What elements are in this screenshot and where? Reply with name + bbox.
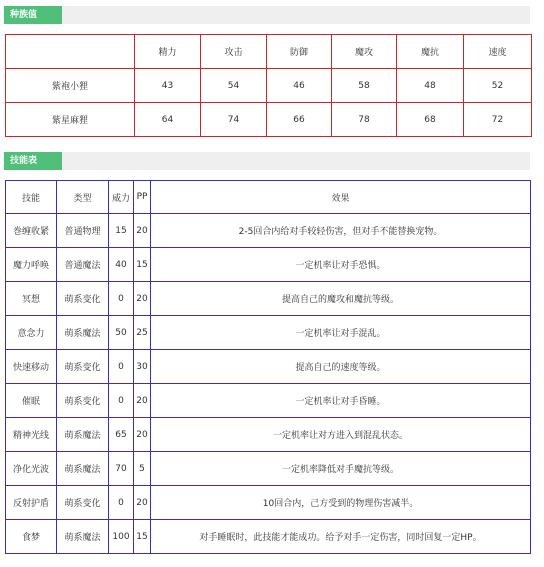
skill-power-cell: 15 — [109, 214, 134, 248]
stat-cell: 78 — [332, 103, 397, 137]
stats-header-cell: 速度 — [464, 35, 532, 69]
skill-effect-cell: 一定机率让对手昏睡。 — [151, 384, 531, 418]
table-row — [6, 350, 531, 384]
skill-pp-cell: 20 — [134, 384, 151, 418]
skill-power-cell: 40 — [109, 248, 134, 282]
table-row — [6, 452, 531, 486]
stat-cell: 54 — [201, 69, 267, 103]
table-row — [6, 282, 531, 316]
stats-header-row — [6, 35, 532, 69]
skill-name-cell: 净化光波 — [6, 452, 57, 486]
skill-type-cell: 普通魔法 — [57, 248, 109, 282]
skill-pp-cell: 15 — [134, 520, 151, 554]
skill-power-cell: 0 — [109, 384, 134, 418]
skill-type-cell: 萌系变化 — [57, 384, 109, 418]
table-row — [6, 248, 531, 282]
stat-cell: 68 — [397, 103, 464, 137]
stat-cell: 72 — [464, 103, 532, 137]
skill-pp-cell: 20 — [134, 282, 151, 316]
skill-type-cell: 萌系魔法 — [57, 520, 109, 554]
skill-type-cell: 萌系变化 — [57, 350, 109, 384]
pet-name-cell: 紫星麻狸 — [6, 103, 135, 137]
skill-name-cell: 意念力 — [6, 316, 57, 350]
stat-cell: 74 — [201, 103, 267, 137]
skill-type-cell: 萌系魔法 — [57, 316, 109, 350]
skills-header-row — [6, 181, 531, 214]
skill-effect-cell: 10回合内，己方受到的物理伤害减半。 — [151, 486, 531, 520]
table-row — [6, 103, 532, 137]
stat-cell: 58 — [332, 69, 397, 103]
skill-name-cell: 冥想 — [6, 282, 57, 316]
skill-type-cell: 萌系魔法 — [57, 418, 109, 452]
skills-section-tag: 技能表 — [4, 152, 62, 170]
skills-table — [5, 180, 531, 554]
stats-header-cell: 魔攻 — [332, 35, 397, 69]
stat-cell: 48 — [397, 69, 464, 103]
stats-header-cell: 攻击 — [201, 35, 267, 69]
skills-header-cell: PP — [134, 181, 151, 214]
skills-header-cell: 技能 — [6, 181, 57, 214]
stats-header-cell — [6, 35, 135, 69]
stat-cell: 52 — [464, 69, 532, 103]
skill-effect-cell: 一定机率让对手混乱。 — [151, 316, 531, 350]
skill-effect-cell: 提高自己的速度等级。 — [151, 350, 531, 384]
table-row — [6, 384, 531, 418]
skill-effect-cell: 一定机率让对手恐惧。 — [151, 248, 531, 282]
skills-header-cell: 威力 — [109, 181, 134, 214]
skill-type-cell: 萌系变化 — [57, 282, 109, 316]
skill-power-cell: 0 — [109, 486, 134, 520]
skill-power-cell: 100 — [109, 520, 134, 554]
table-row — [6, 520, 531, 554]
stats-header-cell: 防御 — [267, 35, 332, 69]
skills-section-bar — [4, 152, 530, 170]
table-row — [6, 316, 531, 350]
skill-type-cell: 萌系变化 — [57, 486, 109, 520]
skill-pp-cell: 15 — [134, 248, 151, 282]
skill-effect-cell: 一定机率让对方进入到混乱状态。 — [151, 418, 531, 452]
skill-power-cell: 70 — [109, 452, 134, 486]
species-section-tag: 种族值 — [4, 6, 62, 24]
skill-pp-cell: 20 — [134, 214, 151, 248]
stat-cell: 64 — [135, 103, 201, 137]
skill-effect-cell: 提高自己的魔攻和魔抗等级。 — [151, 282, 531, 316]
stats-header-cell: 精力 — [135, 35, 201, 69]
table-row — [6, 486, 531, 520]
skill-effect-cell: 对手睡眠时，此技能才能成功。给予对手一定伤害，同时回复一定HP。 — [151, 520, 531, 554]
skill-power-cell: 0 — [109, 350, 134, 384]
species-stats-table — [5, 34, 532, 137]
table-row — [6, 69, 532, 103]
skill-pp-cell: 5 — [134, 452, 151, 486]
skill-type-cell: 普通物理 — [57, 214, 109, 248]
pet-name-cell: 紫袍小狸 — [6, 69, 135, 103]
stat-cell: 66 — [267, 103, 332, 137]
skill-effect-cell: 2-5回合内给对手较轻伤害，但对手不能替换宠物。 — [151, 214, 531, 248]
stat-cell: 43 — [135, 69, 201, 103]
skill-type-cell: 萌系魔法 — [57, 452, 109, 486]
skill-power-cell: 0 — [109, 282, 134, 316]
skill-name-cell: 快速移动 — [6, 350, 57, 384]
skill-name-cell: 魔力呼唤 — [6, 248, 57, 282]
stat-cell: 46 — [267, 69, 332, 103]
skill-name-cell: 食梦 — [6, 520, 57, 554]
skill-power-cell: 65 — [109, 418, 134, 452]
skill-pp-cell: 20 — [134, 418, 151, 452]
skill-name-cell: 反射护盾 — [6, 486, 57, 520]
table-row — [6, 214, 531, 248]
skills-header-cell: 效果 — [151, 181, 531, 214]
skill-power-cell: 50 — [109, 316, 134, 350]
skill-pp-cell: 25 — [134, 316, 151, 350]
skill-pp-cell: 20 — [134, 486, 151, 520]
species-section-bar — [4, 6, 530, 24]
skill-pp-cell: 30 — [134, 350, 151, 384]
skill-effect-cell: 一定机率降低对手魔抗等级。 — [151, 452, 531, 486]
skill-name-cell: 精神光线 — [6, 418, 57, 452]
skill-name-cell: 催眠 — [6, 384, 57, 418]
skills-header-cell: 类型 — [57, 181, 109, 214]
stats-header-cell: 魔抗 — [397, 35, 464, 69]
table-row — [6, 418, 531, 452]
skill-name-cell: 巻缠收紧 — [6, 214, 57, 248]
